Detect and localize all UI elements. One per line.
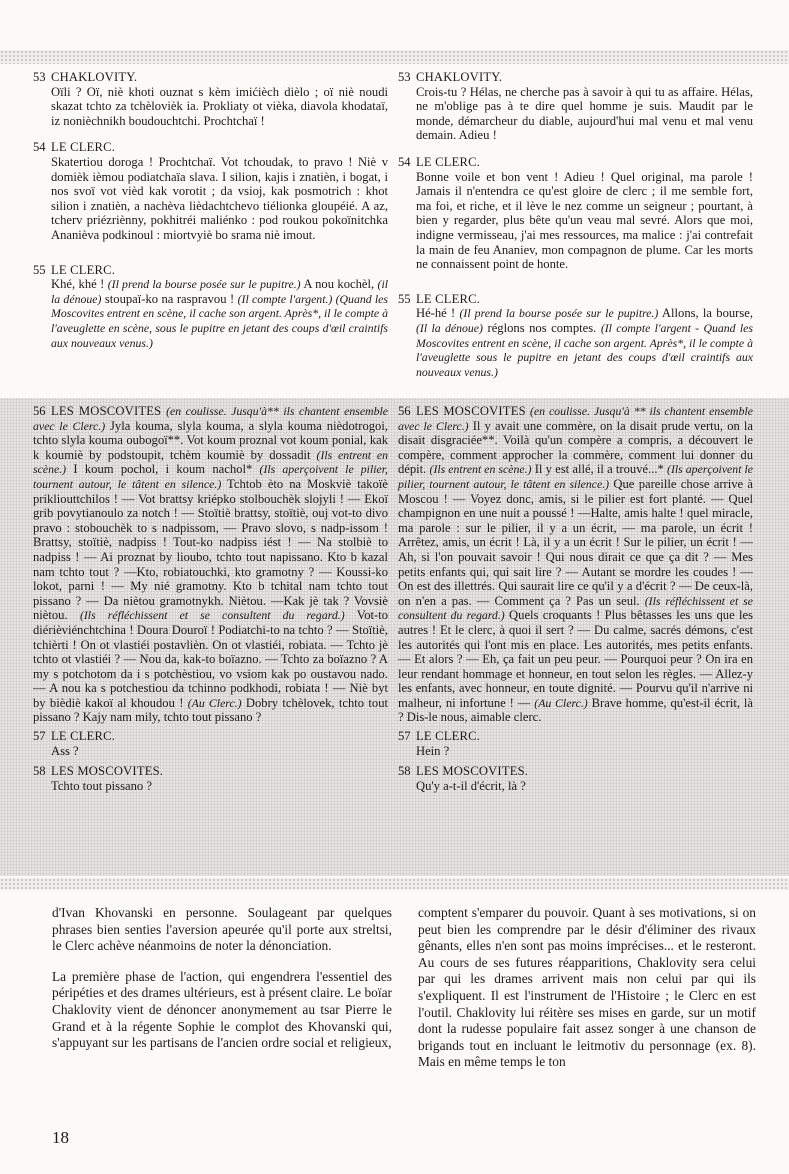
libretto-entry-56-fr (398, 404, 753, 725)
entry-number: 53 (33, 70, 46, 84)
commentary-paragraph: La première phase de l'action, qui engendrera l'essentiel des péripéties et des drames ultérieurs, est à présent claire. Le boïar Chaklovity vient de dénoncer anonymement au tsar Pierre le Grand et à la régente Sophie le complot des Khovanski qui, s'appuyant sur les partisans de l'ancien ordre social et religieux, (52, 968, 392, 1051)
entry-number: 56 (33, 404, 46, 418)
speaker-name: LE CLERC. (51, 729, 116, 744)
entry-number: 57 (33, 729, 46, 744)
entry-number: 53 (398, 70, 411, 84)
speaker-name: LE CLERC. (416, 154, 481, 169)
libretto-french-column-top (398, 70, 753, 391)
libretto-entry-55 (33, 263, 388, 351)
speaker-name: LES MOSCOVITES. (416, 764, 529, 779)
entry-text: Ass ? (51, 743, 79, 758)
commentary-right-column (418, 905, 756, 1085)
speaker-name: CHAKLOVITY. (416, 70, 503, 84)
entry-number: 58 (398, 764, 411, 779)
libretto-entry-53 (33, 70, 388, 128)
entry-text: Hé-hé ! (Il prend la bourse posée sur le pupitre.) Allons, la bourse, (Il la dénoue) réglons nos comptes. (Il compte l'argent - Quand les Moscovites entrent en scène, il cache son argent. Après*, il le compte à l'aveuglette sous le pupitre en jetant des coups d'œil craintifs aux nouveaux venus.) (416, 306, 753, 379)
speaker-name: LE CLERC. (51, 140, 116, 155)
top-dotted-band (0, 50, 789, 64)
libretto-entry-54 (33, 140, 388, 242)
libretto-french-column-chorus (398, 404, 753, 805)
speaker-name: LES MOSCOVITES. (51, 764, 164, 779)
entry-number: 54 (33, 140, 46, 155)
libretto-russian-column-top (33, 70, 388, 362)
entry-text: Crois-tu ? Hélas, ne cherche pas à savoir à qui tu as affaire. Hélas, ne m'oblige pas à te dire quel homme je suis. Maudit par le monde, démarcheur du diable, aujourd'hui mal venu et mal venu demain. Adieu ! (416, 84, 753, 143)
entry-text: Hein ? (416, 743, 450, 758)
entry-text: Qu'y a-t-il d'écrit, là ? (416, 778, 526, 793)
speaker-name: LES MOSCOVITES (51, 404, 162, 418)
speaker-name: CHAKLOVITY. (51, 70, 138, 84)
entry-text: Tchto tout pissano ? (51, 778, 152, 793)
libretto-entry-54-fr (398, 155, 753, 272)
entry-number: 58 (33, 764, 46, 779)
libretto-entry-56 (33, 404, 388, 725)
entry-number: 54 (398, 154, 411, 169)
commentary-left-column (52, 905, 392, 1066)
commentary-paragraph: comptent s'emparer du pouvoir. Quant à ses motivations, si on peut bien les comprendre par le désir d'éliminer des rivaux gênants, elles n'en sont pas moins imprécises... et le resteront. Au cours de ses futures réapparitions, Chaklovity sera celui par qui les drames arrivent mais non celui par qui ils s'expliquent. Il est l'instrument de l'Histoire ; le Clerc en est l'outil. Chaklovity lui réitère ses mises en garde, sur un motif dont la rudesse populaire fait assez songer à une chanson de brigands tout en incluant le leitmotiv du personnage (ex. 8). Mais en même temps le ton (418, 905, 756, 1070)
libretto-entry-57 (33, 729, 388, 758)
page-number: 18 (52, 1128, 69, 1147)
entry-text: (en coulisse. Jusqu'à ** ils chantent ensemble avec le Clerc.) Il y avait une commère, on la disait prude vertu, on la disait disgraciée**. Voilà qu'un compère a compris, a découvert le compère, comment approcher la commère, comment lui donner du dépit. (Ils entrent en scène.) Il y est allé, il a trouvé...* (Ils aperçoivent le pilier, tournent autour, le tâtent en silence.) Que pareille chose arrive à Moscou ! — Voyez donc, amis, si le pilier est fort planté. — Quel champignon en une nuit a poussé ! —Halte, amis halte ! quel miracle, ma parole : sur le pilier, il y a un écrit, — ma parole, un écrit ! Arrêtez, amis, un écrit ! Là, il y a un écrit ! Sur le pilier, un écrit ! — Ah, si l'on pouvait savoir ! Qui nous dirait ce que ça dit ? — Mes petits enfants qui, qui sait lire ? — Autant se mordre les coudes ! — On est des illettrés. Qui saurait lire ce qu'il y a d'écrit ? — De ceux-là, on n'en a pas. — Comment ça ? Pas un seul. (Ils réfléchissent et se consultent du regard.) Quels croquants ! Plus bêtasses les uns que les autres ! Et le clerc, à quoi il sert ? — Du calme, sacrés démons, c'est les autorités qui l'ont mis en place. Les autorités, mes petits enfants. — Et alors ? — Eh, ça fait un peu peur. — Pourquoi peur ? On ira en leur rendant hommage et honneur, en tout selon les règles. — Allez-y les enfants, avec honneur, en toute dignité. — Pourvu qu'il n'arrive ni malheur, ni infortune ! — (Au Clerc.) Brave homme, qu'est-il écrit, là ? Dis-le nous, aimable clerc. (398, 404, 754, 725)
libretto-entry-58-fr (398, 764, 753, 793)
speaker-name: LE CLERC. (416, 291, 481, 306)
speaker-name: LE CLERC. (51, 262, 116, 277)
entry-number: 57 (398, 729, 411, 744)
libretto-entry-58 (33, 764, 388, 793)
bottom-dotted-band (0, 878, 789, 890)
entry-number: 55 (33, 262, 46, 277)
entry-text: (en coulisse. Jusqu'à** ils chantent ensemble avec le Clerc.) Jyla kouma, slyla kouma, a slyla kouma nièdotrogoi, tchto slyla kouma oubogoï**. Vot koum proznal vot koum ponial, kak k koumiè by podstoupit, tchèm koumiè by dossadit (Ils entrent en scène.) I koum pochol, i koum nachol* (Ils aperçoivent le pilier, tournent autour, le tâtent en silence.) Tchtob èto na Moskviè takoïè prikliouttchilos ! — Vot brattsy kriépko stolbouchèk slojyli ! — Ekoï grib povytianoulo za notch ! — Stoïtiè brattsy, stoïtiè, ouj vot-to divo pravo : stobouchèk to s nadpissom, — Pravo slovo, s nadp-issom ! Brattsy, stoïtiè, nadpiss ! Tout-ko nadpiss iést ! — Na stolbiè to nadpiss ! — Ai proznat by lioubo, tchto tout napissano. Kto b kazal nam tchto tout ? —Kto, robiatouchki, kto gramotny ? — Koussi-ko lokot, parni ! — My nié gramotny. Kto b tchital nam tchto tout pissano ? — Da niètou gramotnykh. Niètou. —Kak jè tak ? Vovsiè niètou. (Ils réfléchissent et se consultent du regard.) Vot-to diérièviénchtchina ! Doura Douroï ! Podiatchi-to na tchto ? — Stoïtiè, tchièrti ! On ot vlastiéi postavlièn. On ot vlastiéi, robiata. — Tchto jè tchto ot vlastiéi ? — Nou da, kak-to boïazno. — Tchto za boïazno ? A my s potchotom da i s potchèstiou, vo vsiom kak po oustavou nado. — A nou ka s potchestiou da tchinno podkhodi, robiata ! — Niè byt by bièdiè kakoï al khoudou ! (Au Clerc.) Dobry tchèlovek, tchto tout pissano ? Kajy nam mily, tchto tout pissano ? (33, 404, 388, 725)
speaker-name: LES MOSCOVITES (416, 404, 526, 418)
libretto-russian-column-chorus (33, 404, 388, 805)
entry-text: Bonne voile et bon vent ! Adieu ! Quel original, ma parole ! Jamais il n'entendra ce qu'est gloire de clerc ; il me semble fort, ma foi, et riche, et il lève le nez comme un seigneur ; pourtant, à bien y regarder, plus bête qu'un veau mal sevré. Alors que moi, indigne vermisseau, j'ai mes ressources, ma malice : j'ai contrefait la main de feu Ananiev, mon compagnon de plume. Car les morts ne connaissent point de honte. (416, 169, 753, 272)
entry-text: Khé, khé ! (Il prend la bourse posée sur le pupitre.) A nou kochèl, (il la dénoue) stoupaï-ko na raspravou ! (Il compte l'argent.) (Quand les Moscovites entrent en scène, il cache son argent. Après*, il le compte à l'aveuglette en scène, sous le pupitre en jetant des coups d'œil craintifs aux nouveaux venus.) (51, 277, 389, 350)
speaker-name: LE CLERC. (416, 729, 481, 744)
libretto-entry-55-fr (398, 292, 753, 380)
entry-text: Skatertiou doroga ! Prochtchaï. Vot tchoudak, to pravo ! Niè v domièk ièmou podiatchaïa slava. I silion, kajis i znatièn, i bogat, i nos svoï vot vièd kak vorotit ; da vsioj, kak posmotrich : khot silion i znatièn, a nachèva lièdachtchevo tiélionka gloupéié. A az, tcherv priézriènny, pokhitréi maliénko : pod roukou pokoïnitchka Ananièva podkinoul : miortvyiè bo srama niè imout. (51, 154, 388, 242)
libretto-entry-57-fr (398, 729, 753, 758)
entry-text: Oïli ? Oï, niè khoti ouznat s kèm imićièch dièlo ; oï niè noudi skazat tchto za tchèlovièk ia. Prokliaty ot vièka, diavola khodataï, iz nonièchnikh boudouchtchi. Prochtchaï ! (51, 84, 388, 128)
entry-number: 56 (398, 404, 411, 418)
libretto-entry-53-fr (398, 70, 753, 143)
commentary-paragraph: d'Ivan Khovanski en personne. Soulageant par quelques phrases bien senties l'aversion apeurée qu'il porte aux streltsi, le Clerc achève néanmoins de noter la dénonciation. (52, 905, 392, 954)
entry-number: 55 (398, 291, 411, 306)
